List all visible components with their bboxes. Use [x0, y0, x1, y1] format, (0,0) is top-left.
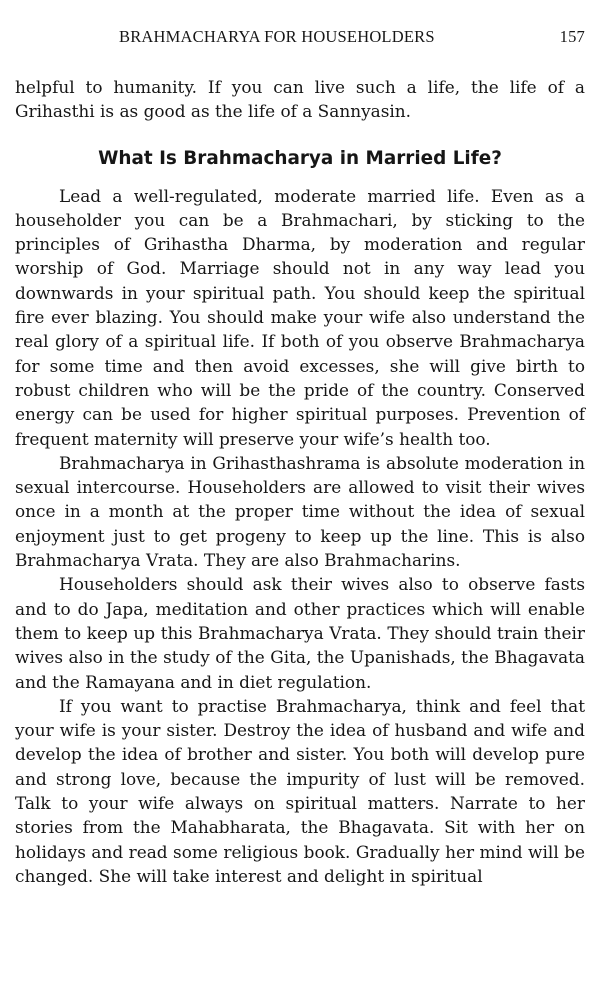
body-paragraph: Brahmacharya in Grihasthashrama is absolute moderation in sexual intercourse. Householders are allowed to visit their wives once in a month at the proper time without the idea of sexual enjoyment just to get progeny to keep up the line. This is also Brahmacharya Vrata. They are also Brahmacharins.: [15, 452, 585, 571]
running-title: BRAHMACHARYA FOR HOUSEHOLDERS: [119, 27, 435, 46]
body-paragraph: If you want to practise Brahmacharya, think and feel that your wife is your sister. Destroy the idea of husband and wife and develop the idea of brother and sister. You both will develop pure and strong love, because the impurity of lust will be removed. Talk to your wife always on spiritual matters. Narrate to her stories from the Mahabharata, the Bhagavata. Sit with her on holidays and read some religious book. Gradually her mind will be changed. She will take interest and delight in spiritual: [15, 695, 585, 886]
body-paragraph: Lead a well-regulated, moderate married life. Even as a householder you can be a Brahmachari, by sticking to the principles of Grihastha Dharma, by moderation and regular worship of God. Marriage should not in any way lead you downwards in your spiritual path. You should keep the spiritual fire ever blazing. You should make your wife also understand the real glory of a spiritual life. If both of you observe Brahmacharya for some time and then avoid excesses, she will give birth to robust children who will be the pride of the country. Conserved energy can be used for higher spiritual purposes. Prevention of frequent maternity will preserve your wife’s health too.: [15, 185, 585, 449]
page-number: 157: [559, 27, 585, 46]
running-header: [15, 27, 585, 53]
opening-paragraph: helpful to humanity. If you can live such a life, the life of a Grihasthi is as good as the life of a Sannyasin.: [15, 77, 585, 122]
section-heading: What Is Brahmacharya in Married Life?: [98, 147, 502, 169]
book-page: [15, 0, 585, 1004]
body-paragraph: Householders should ask their wives also to observe fasts and to do Japa, meditation and other practices which will enable them to keep up this Brahmacharya Vrata. They should train their wives also in the study of the Gita, the Upanishads, the Bhagavata and the Ramayana and in diet regulation.: [15, 574, 585, 692]
body-text: [15, 75, 585, 888]
